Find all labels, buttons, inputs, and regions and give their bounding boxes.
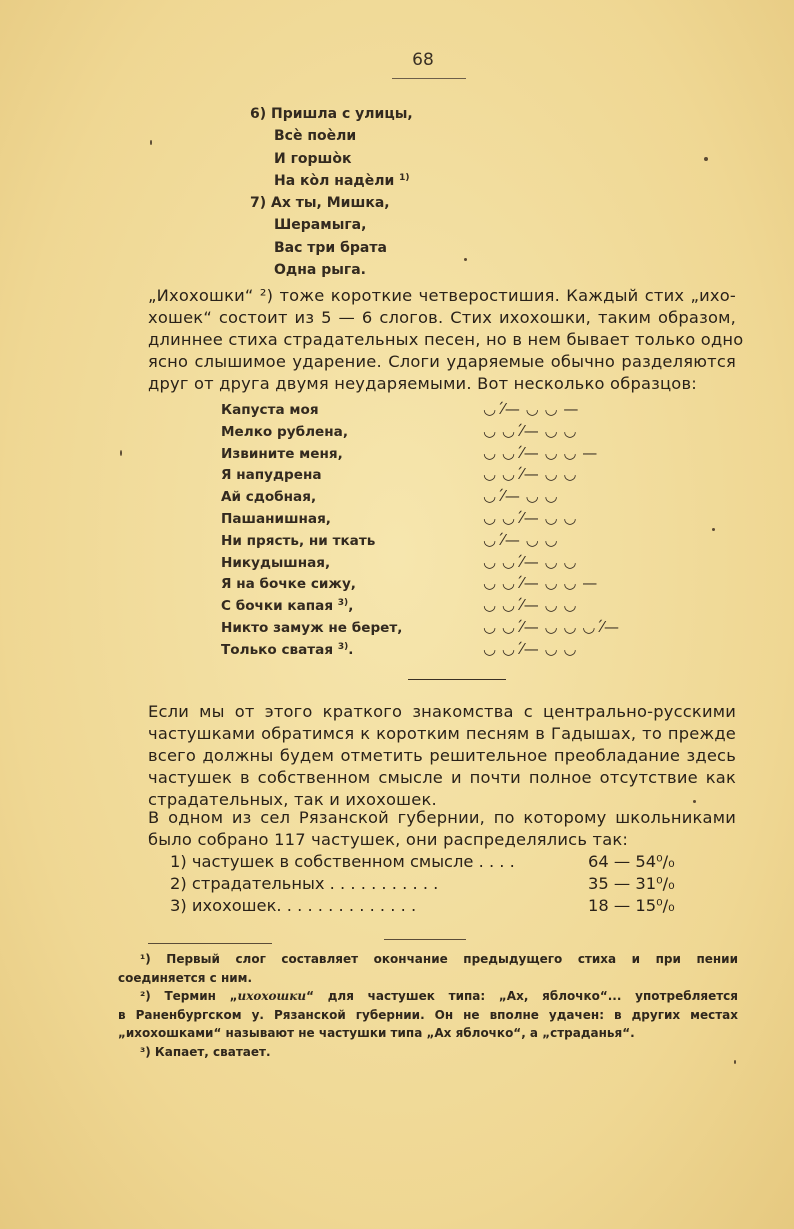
paper-speck — [712, 528, 715, 531]
meter-scheme: ◡ ◡ ⁄́— ◡ ◡ — [483, 639, 577, 658]
example-text: Я на бочке сижу, — [221, 576, 356, 593]
meter-scheme: ◡ ⁄́— ◡ ◡ — [483, 487, 559, 506]
distribution-row — [170, 873, 700, 895]
meter-scheme: ◡ ⁄́— ◡ ◡ — [483, 530, 559, 549]
distribution-row — [170, 895, 700, 917]
example-row — [221, 640, 651, 662]
page-number-rule — [392, 78, 466, 79]
example-row — [221, 487, 651, 509]
paragraph-line: частушек в собственном смысле и почти полное отсутствие как — [148, 768, 736, 787]
meter-scheme: ◡ ◡ ⁄́— ◡ ◡ — [483, 421, 577, 440]
paragraph-line: было собрано 117 частушек, они распределялись так: — [148, 830, 629, 849]
example-text: Пашанишная, — [221, 510, 331, 527]
example-row — [221, 509, 651, 531]
meter-scheme: ◡ ◡ ⁄́— ◡ ◡ — — [483, 443, 598, 462]
distribution-table — [170, 851, 700, 917]
footnote-3: ³) Капает, сватает. — [140, 1044, 271, 1059]
distribution-label: 1) частушек в собственном смысле . . . . — [170, 852, 515, 871]
example-text: Я напудрена — [221, 467, 322, 484]
footnote-2-term: ихохошки — [237, 989, 307, 1003]
meter-scheme: ◡ ⁄́— ◡ ◡ — — [483, 400, 579, 418]
example-text: Только сватая $^{3)}$. — [221, 641, 354, 658]
footnote-ref: 3) — [337, 641, 349, 652]
footnote-1-line: ¹) Первый слог составляет окончание предыдущего стиха и при пении — [140, 952, 738, 966]
footnote-2-line: „ихохошками“ называют не частушки типа „Ах яблочко“, а „страданья“. — [118, 1026, 635, 1040]
example-row — [221, 596, 651, 618]
meter-scheme: ◡ ◡ ⁄́— ◡ ◡ — — [483, 574, 598, 593]
paragraph-line: ясно слышимое ударение. Слоги ударяемые обычно разделяются — [148, 352, 736, 371]
example-row — [221, 531, 651, 553]
paragraph-line: длиннее стиха страдательных песен, но в нем бывает только одно — [148, 330, 744, 349]
footnote-rule-short — [384, 939, 466, 940]
example-row — [221, 553, 651, 575]
poem-line: Шерамыга, — [274, 217, 367, 234]
example-row — [221, 422, 651, 444]
footnote-1-line: соединяется с ним. — [118, 970, 253, 985]
section-divider — [408, 679, 506, 680]
example-row — [221, 400, 651, 422]
example-text: С бочки капая $^{3)}$, — [221, 598, 354, 615]
footnotes — [118, 950, 738, 1061]
poem-line: 7) Ах ты, Мишка, — [250, 195, 390, 212]
example-text: Извините меня, — [221, 445, 343, 462]
distribution-value: 35 — 31⁰/₀ — [588, 874, 675, 893]
example-row — [221, 574, 651, 596]
example-text: Ай сдобная, — [221, 489, 317, 506]
footnote-2-line — [118, 987, 738, 1006]
page-number: 68 — [412, 50, 434, 70]
footnote-2-line: в Раненбургском у. Рязанской губернии. Он не вполне удачен: в других местах — [118, 1007, 738, 1022]
paragraph-line: частушками обратимся к коротким песням в Гадышах, то прежде — [148, 724, 736, 743]
paragraph-ryazan — [148, 807, 736, 851]
paper-speck — [464, 258, 467, 261]
meter-scheme: ◡ ◡ ⁄́— ◡ ◡ — [483, 552, 577, 571]
paper-speck — [704, 157, 708, 161]
footnote-ref: 3) — [337, 598, 349, 609]
example-text: Капуста моя — [221, 402, 319, 418]
example-text-words: Только сватая — [221, 641, 334, 658]
poem-line: 6) Пришла с улицы, — [250, 106, 413, 122]
distribution-row — [170, 851, 700, 873]
example-text: Ни прясть, ни ткать — [221, 532, 376, 549]
distribution-value: 64 — 54⁰/₀ — [588, 852, 675, 871]
poem-line: И горшо̀к — [274, 150, 352, 167]
paragraph-ihohoshki — [148, 285, 744, 395]
meter-scheme: ◡ ◡ ⁄́— ◡ ◡ ◡ ⁄́— — [483, 617, 620, 636]
paragraph-line: друг от друга двумя неударяемыми. Вот несколько образцов: — [148, 374, 697, 393]
distribution-value: 18 — 15⁰/₀ — [588, 896, 675, 915]
footnote-ref: 1) — [399, 172, 410, 183]
paper-speck — [734, 1060, 736, 1064]
paragraph-line: всего должны будем отметить решительное преобладание здесь — [148, 746, 736, 765]
paper-speck — [120, 450, 122, 456]
example-text: Никто замуж не берет, — [221, 619, 403, 636]
paragraph-line: Если мы от этого краткого знакомства с центрально-русскими — [148, 702, 736, 721]
footnote-2-prefix: ²) Термин „ — [140, 989, 238, 1003]
poem-line — [250, 170, 413, 192]
paper-speck — [150, 140, 152, 145]
poem-line: Всѐ поѐли — [274, 128, 357, 145]
paragraph-line: хошек“ состоит из 5 — 6 слогов. Стих ихохошки, таким образом, — [148, 308, 736, 327]
example-row — [221, 444, 651, 466]
example-text: Мелко рублена, — [221, 423, 348, 440]
poem-block — [250, 103, 413, 281]
paragraph-line: В одном из сел Рязанской губернии, по которому школьниками — [148, 808, 736, 827]
example-row — [221, 618, 651, 640]
poem-line: Одна рыга. — [274, 262, 366, 279]
meter-scheme: ◡ ◡ ⁄́— ◡ ◡ — [483, 596, 577, 615]
example-text: Никудышная, — [221, 554, 331, 571]
example-text-words: С бочки капая — [221, 598, 334, 615]
meter-scheme: ◡ ◡ ⁄́— ◡ ◡ — [483, 508, 577, 527]
examples-list — [221, 400, 651, 662]
footnote-2-suffix: “ для частушек типа: „Ах, яблочко“... употребляется — [306, 989, 738, 1003]
meter-scheme: ◡ ◡ ⁄́— ◡ ◡ — [483, 465, 577, 484]
paragraph-gadyshi — [148, 701, 736, 811]
distribution-label: 2) страдательных . . . . . . . . . . . — [170, 874, 439, 893]
poem-line-text: На ко̀л надѐли — [274, 172, 395, 189]
distribution-label: 3) ихохошек. . . . . . . . . . . . . . — [170, 896, 417, 915]
example-row — [221, 465, 651, 487]
paragraph-line: страдательных, так и ихохошек. — [148, 790, 437, 809]
poem-line: Вас три брата — [274, 239, 387, 256]
paragraph-line: „Ихохошки“ ²) тоже короткие четверостишия. Каждый стих „ихо- — [148, 286, 736, 305]
paper-speck — [693, 800, 696, 803]
footnote-rule — [148, 943, 272, 944]
